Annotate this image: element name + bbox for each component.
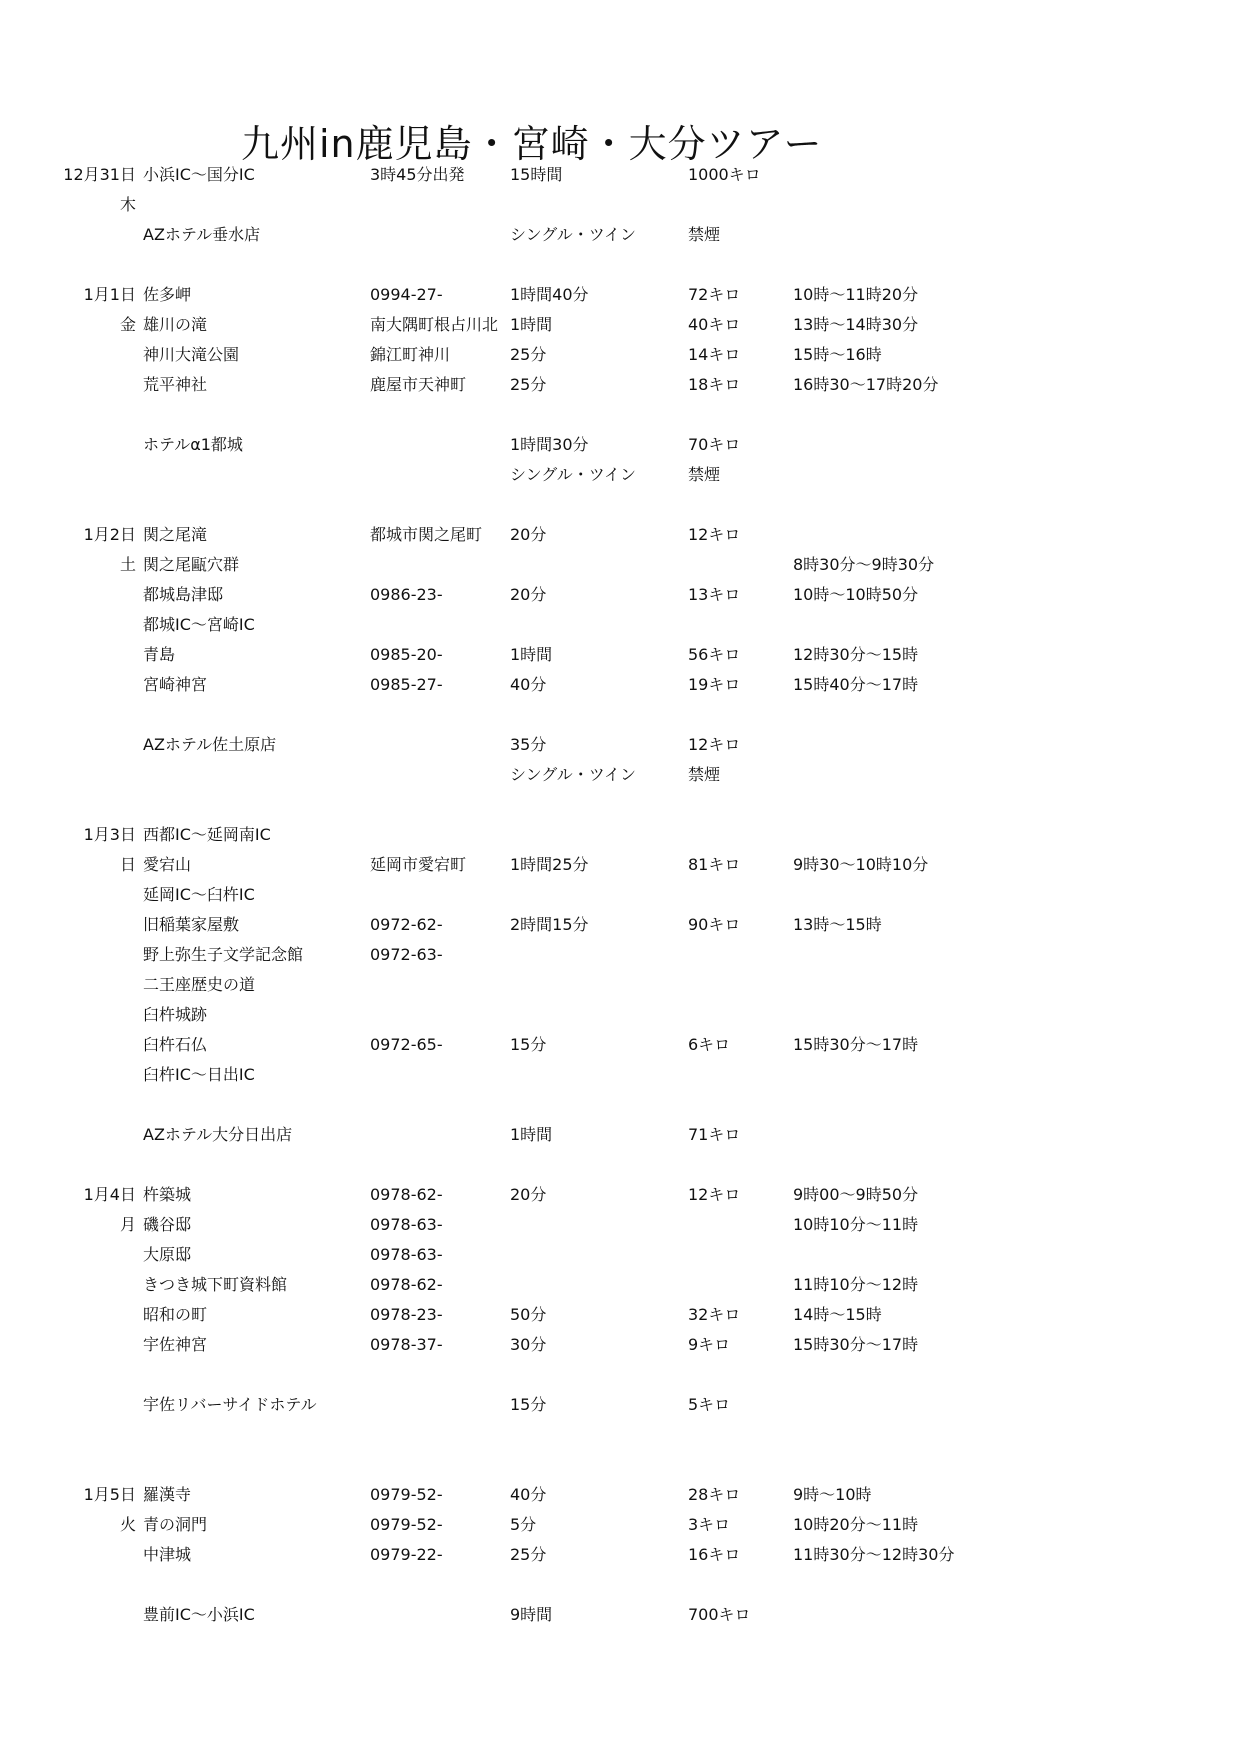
schedule-row [0, 974, 1240, 996]
place-name: AZホテル佐土原店 [143, 735, 277, 754]
travel-time: 1時間 [510, 315, 553, 334]
travel-time: 1時間25分 [510, 855, 589, 874]
address-or-phone: 0985-27- [370, 675, 443, 694]
visit-hours: 9時30～10時10分 [793, 855, 929, 874]
day-label: 1月4日 [83, 1185, 136, 1204]
schedule-row [0, 884, 1240, 906]
schedule-row [0, 1514, 1240, 1536]
distance: 71キロ [688, 1125, 741, 1144]
schedule-row [0, 314, 1240, 336]
place-name: 野上弥生子文学記念館 [143, 945, 304, 964]
travel-time: 40分 [510, 1485, 547, 1504]
address-or-phone: 0978-63- [370, 1245, 443, 1264]
schedule-row [0, 524, 1240, 546]
travel-time: 40分 [510, 675, 547, 694]
distance: 12キロ [688, 525, 741, 544]
travel-time: 2時間15分 [510, 915, 589, 934]
place-name: 杵築城 [143, 1185, 192, 1204]
address-or-phone: 3時45分出発 [370, 165, 465, 184]
place-name: きつき城下町資料館 [143, 1275, 288, 1294]
travel-time: 50分 [510, 1305, 547, 1324]
place-name: 豊前IC～小浜IC [143, 1605, 255, 1624]
visit-hours: 15時40分～17時 [793, 675, 919, 694]
schedule-row [0, 674, 1240, 696]
schedule-row [0, 584, 1240, 606]
travel-time: 1時間 [510, 645, 553, 664]
place-name: 都城IC～宮崎IC [143, 615, 255, 634]
place-name: 昭和の町 [143, 1305, 208, 1324]
distance: 5キロ [688, 1395, 731, 1414]
place-name: AZホテル垂水店 [143, 225, 261, 244]
schedule-row [0, 644, 1240, 666]
travel-time: 5分 [510, 1515, 537, 1534]
place-name: 磯谷邸 [143, 1215, 192, 1234]
address-or-phone: 錦江町神川 [370, 345, 451, 364]
place-name: 佐多岬 [143, 285, 192, 304]
page-title: 九州in鹿児島・宮崎・大分ツアー [241, 122, 823, 166]
schedule-row [0, 1004, 1240, 1026]
distance: 13キロ [688, 585, 741, 604]
address-or-phone: 0986-23- [370, 585, 443, 604]
travel-time: シングル・ツイン [510, 465, 637, 484]
schedule-row [0, 164, 1240, 186]
schedule-row [0, 344, 1240, 366]
distance: 28キロ [688, 1485, 741, 1504]
place-name: 中津城 [143, 1545, 192, 1564]
schedule-row [0, 1124, 1240, 1146]
day-label: 1月1日 [83, 285, 136, 304]
place-name: 青の洞門 [143, 1515, 208, 1534]
address-or-phone: 鹿屋市天神町 [370, 375, 467, 394]
visit-hours: 10時10分～11時 [793, 1215, 919, 1234]
visit-hours: 8時30分～9時30分 [793, 555, 935, 574]
day-label: 1月3日 [83, 825, 136, 844]
schedule-row [0, 554, 1240, 576]
address-or-phone: 0979-22- [370, 1545, 443, 1564]
distance: 禁煙 [688, 765, 721, 784]
travel-time: 20分 [510, 1185, 547, 1204]
visit-hours: 11時30分～12時30分 [793, 1545, 955, 1564]
schedule-row [0, 944, 1240, 966]
distance: 70キロ [688, 435, 741, 454]
place-name: 小浜IC～国分IC [143, 165, 255, 184]
address-or-phone: 0978-62- [370, 1185, 443, 1204]
visit-hours: 14時～15時 [793, 1305, 882, 1324]
distance: 1000キロ [688, 165, 761, 184]
schedule-row [0, 764, 1240, 786]
distance: 禁煙 [688, 225, 721, 244]
day-label: 12月31日 [63, 165, 136, 184]
distance: 32キロ [688, 1305, 741, 1324]
address-or-phone: 都城市関之尾町 [370, 525, 483, 544]
visit-hours: 15時30分～17時 [793, 1335, 919, 1354]
visit-hours: 13時～14時30分 [793, 315, 919, 334]
place-name: 羅漢寺 [143, 1485, 192, 1504]
schedule-row [0, 1064, 1240, 1086]
place-name: AZホテル大分日出店 [143, 1125, 293, 1144]
place-name: 臼杵城跡 [143, 1005, 208, 1024]
place-name: 西都IC～延岡南IC [143, 825, 271, 844]
address-or-phone: 0994-27- [370, 285, 443, 304]
distance: 6キロ [688, 1035, 731, 1054]
schedule-row [0, 1394, 1240, 1416]
place-name: 延岡IC～臼杵IC [143, 885, 255, 904]
distance: 18キロ [688, 375, 741, 394]
address-or-phone: 延岡市愛宕町 [370, 855, 467, 874]
travel-time: 15分 [510, 1395, 547, 1414]
distance: 700キロ [688, 1605, 751, 1624]
travel-time: 9時間 [510, 1605, 553, 1624]
visit-hours: 10時～10時50分 [793, 585, 919, 604]
address-or-phone: 0979-52- [370, 1485, 443, 1504]
schedule-row [0, 284, 1240, 306]
schedule-row [0, 1304, 1240, 1326]
place-name: 臼杵石仏 [143, 1035, 208, 1054]
day-label: 月 [119, 1215, 136, 1234]
travel-time: 25分 [510, 1545, 547, 1564]
travel-time: 20分 [510, 585, 547, 604]
place-name: 二王座歴史の道 [143, 975, 256, 994]
schedule-row [0, 734, 1240, 756]
distance: 9キロ [688, 1335, 731, 1354]
schedule-row [0, 1334, 1240, 1356]
travel-time: 20分 [510, 525, 547, 544]
distance: 40キロ [688, 315, 741, 334]
distance: 3キロ [688, 1515, 731, 1534]
address-or-phone: 0972-65- [370, 1035, 443, 1054]
address-or-phone: 0978-23- [370, 1305, 443, 1324]
place-name: 関之尾甌穴群 [143, 555, 240, 574]
schedule-row [0, 914, 1240, 936]
travel-time: 1時間40分 [510, 285, 589, 304]
visit-hours: 15時～16時 [793, 345, 882, 364]
day-label: 1月2日 [83, 525, 136, 544]
travel-time: 30分 [510, 1335, 547, 1354]
distance: 禁煙 [688, 465, 721, 484]
address-or-phone: 0979-52- [370, 1515, 443, 1534]
schedule-row [0, 1244, 1240, 1266]
day-label: 土 [119, 555, 136, 574]
travel-time: 25分 [510, 345, 547, 364]
address-or-phone: 0972-63- [370, 945, 443, 964]
distance: 12キロ [688, 735, 741, 754]
distance: 16キロ [688, 1545, 741, 1564]
schedule-row [0, 434, 1240, 456]
place-name: 荒平神社 [143, 375, 208, 394]
distance: 72キロ [688, 285, 741, 304]
schedule-row [0, 1214, 1240, 1236]
distance: 90キロ [688, 915, 741, 934]
place-name: 宮崎神宮 [143, 675, 208, 694]
day-label: 1月5日 [83, 1485, 136, 1504]
day-label: 金 [119, 315, 136, 334]
distance: 14キロ [688, 345, 741, 364]
address-or-phone: 0985-20- [370, 645, 443, 664]
place-name: ホテルα1都城 [143, 435, 243, 454]
day-label: 火 [119, 1515, 136, 1534]
place-name: 宇佐リバーサイドホテル [143, 1395, 317, 1414]
travel-time: 1時間 [510, 1125, 553, 1144]
schedule-row [0, 1544, 1240, 1566]
travel-time: シングル・ツイン [510, 765, 637, 784]
visit-hours: 10時～11時20分 [793, 285, 919, 304]
place-name: 都城島津邸 [143, 585, 224, 604]
travel-time: 25分 [510, 375, 547, 394]
visit-hours: 9時00～9時50分 [793, 1185, 919, 1204]
address-or-phone: 0978-62- [370, 1275, 443, 1294]
travel-time: 15時間 [510, 165, 563, 184]
distance: 56キロ [688, 645, 741, 664]
address-or-phone: 0978-63- [370, 1215, 443, 1234]
place-name: 愛宕山 [143, 855, 192, 874]
place-name: 大原邸 [143, 1245, 192, 1264]
visit-hours: 12時30分～15時 [793, 645, 919, 664]
schedule-row [0, 1274, 1240, 1296]
address-or-phone: 0978-37- [370, 1335, 443, 1354]
schedule-row [0, 464, 1240, 486]
schedule-row [0, 1034, 1240, 1056]
visit-hours: 13時～15時 [793, 915, 882, 934]
visit-hours: 16時30～17時20分 [793, 375, 939, 394]
schedule-row [0, 374, 1240, 396]
day-label: 木 [119, 195, 136, 214]
schedule-row [0, 1184, 1240, 1206]
place-name: 関之尾滝 [143, 525, 208, 544]
schedule-row [0, 224, 1240, 246]
place-name: 神川大滝公園 [143, 345, 240, 364]
place-name: 青島 [143, 645, 176, 664]
place-name: 旧稲葉家屋敷 [143, 915, 240, 934]
visit-hours: 15時30分～17時 [793, 1035, 919, 1054]
visit-hours: 11時10分～12時 [793, 1275, 919, 1294]
place-name: 雄川の滝 [143, 315, 208, 334]
schedule-row [0, 1604, 1240, 1626]
travel-time: 15分 [510, 1035, 547, 1054]
travel-time: 1時間30分 [510, 435, 589, 454]
schedule-row [0, 194, 1240, 216]
address-or-phone: 南大隅町根占川北 [370, 315, 499, 334]
distance: 81キロ [688, 855, 741, 874]
schedule-row [0, 854, 1240, 876]
distance: 12キロ [688, 1185, 741, 1204]
schedule-row [0, 1484, 1240, 1506]
address-or-phone: 0972-62- [370, 915, 443, 934]
schedule-row [0, 614, 1240, 636]
place-name: 臼杵IC～日出IC [143, 1065, 255, 1084]
day-label: 日 [119, 855, 136, 874]
travel-time: 35分 [510, 735, 547, 754]
schedule-row [0, 824, 1240, 846]
distance: 19キロ [688, 675, 741, 694]
travel-time: シングル・ツイン [510, 225, 637, 244]
place-name: 宇佐神宮 [143, 1335, 208, 1354]
visit-hours: 10時20分～11時 [793, 1515, 919, 1534]
visit-hours: 9時～10時 [793, 1485, 872, 1504]
